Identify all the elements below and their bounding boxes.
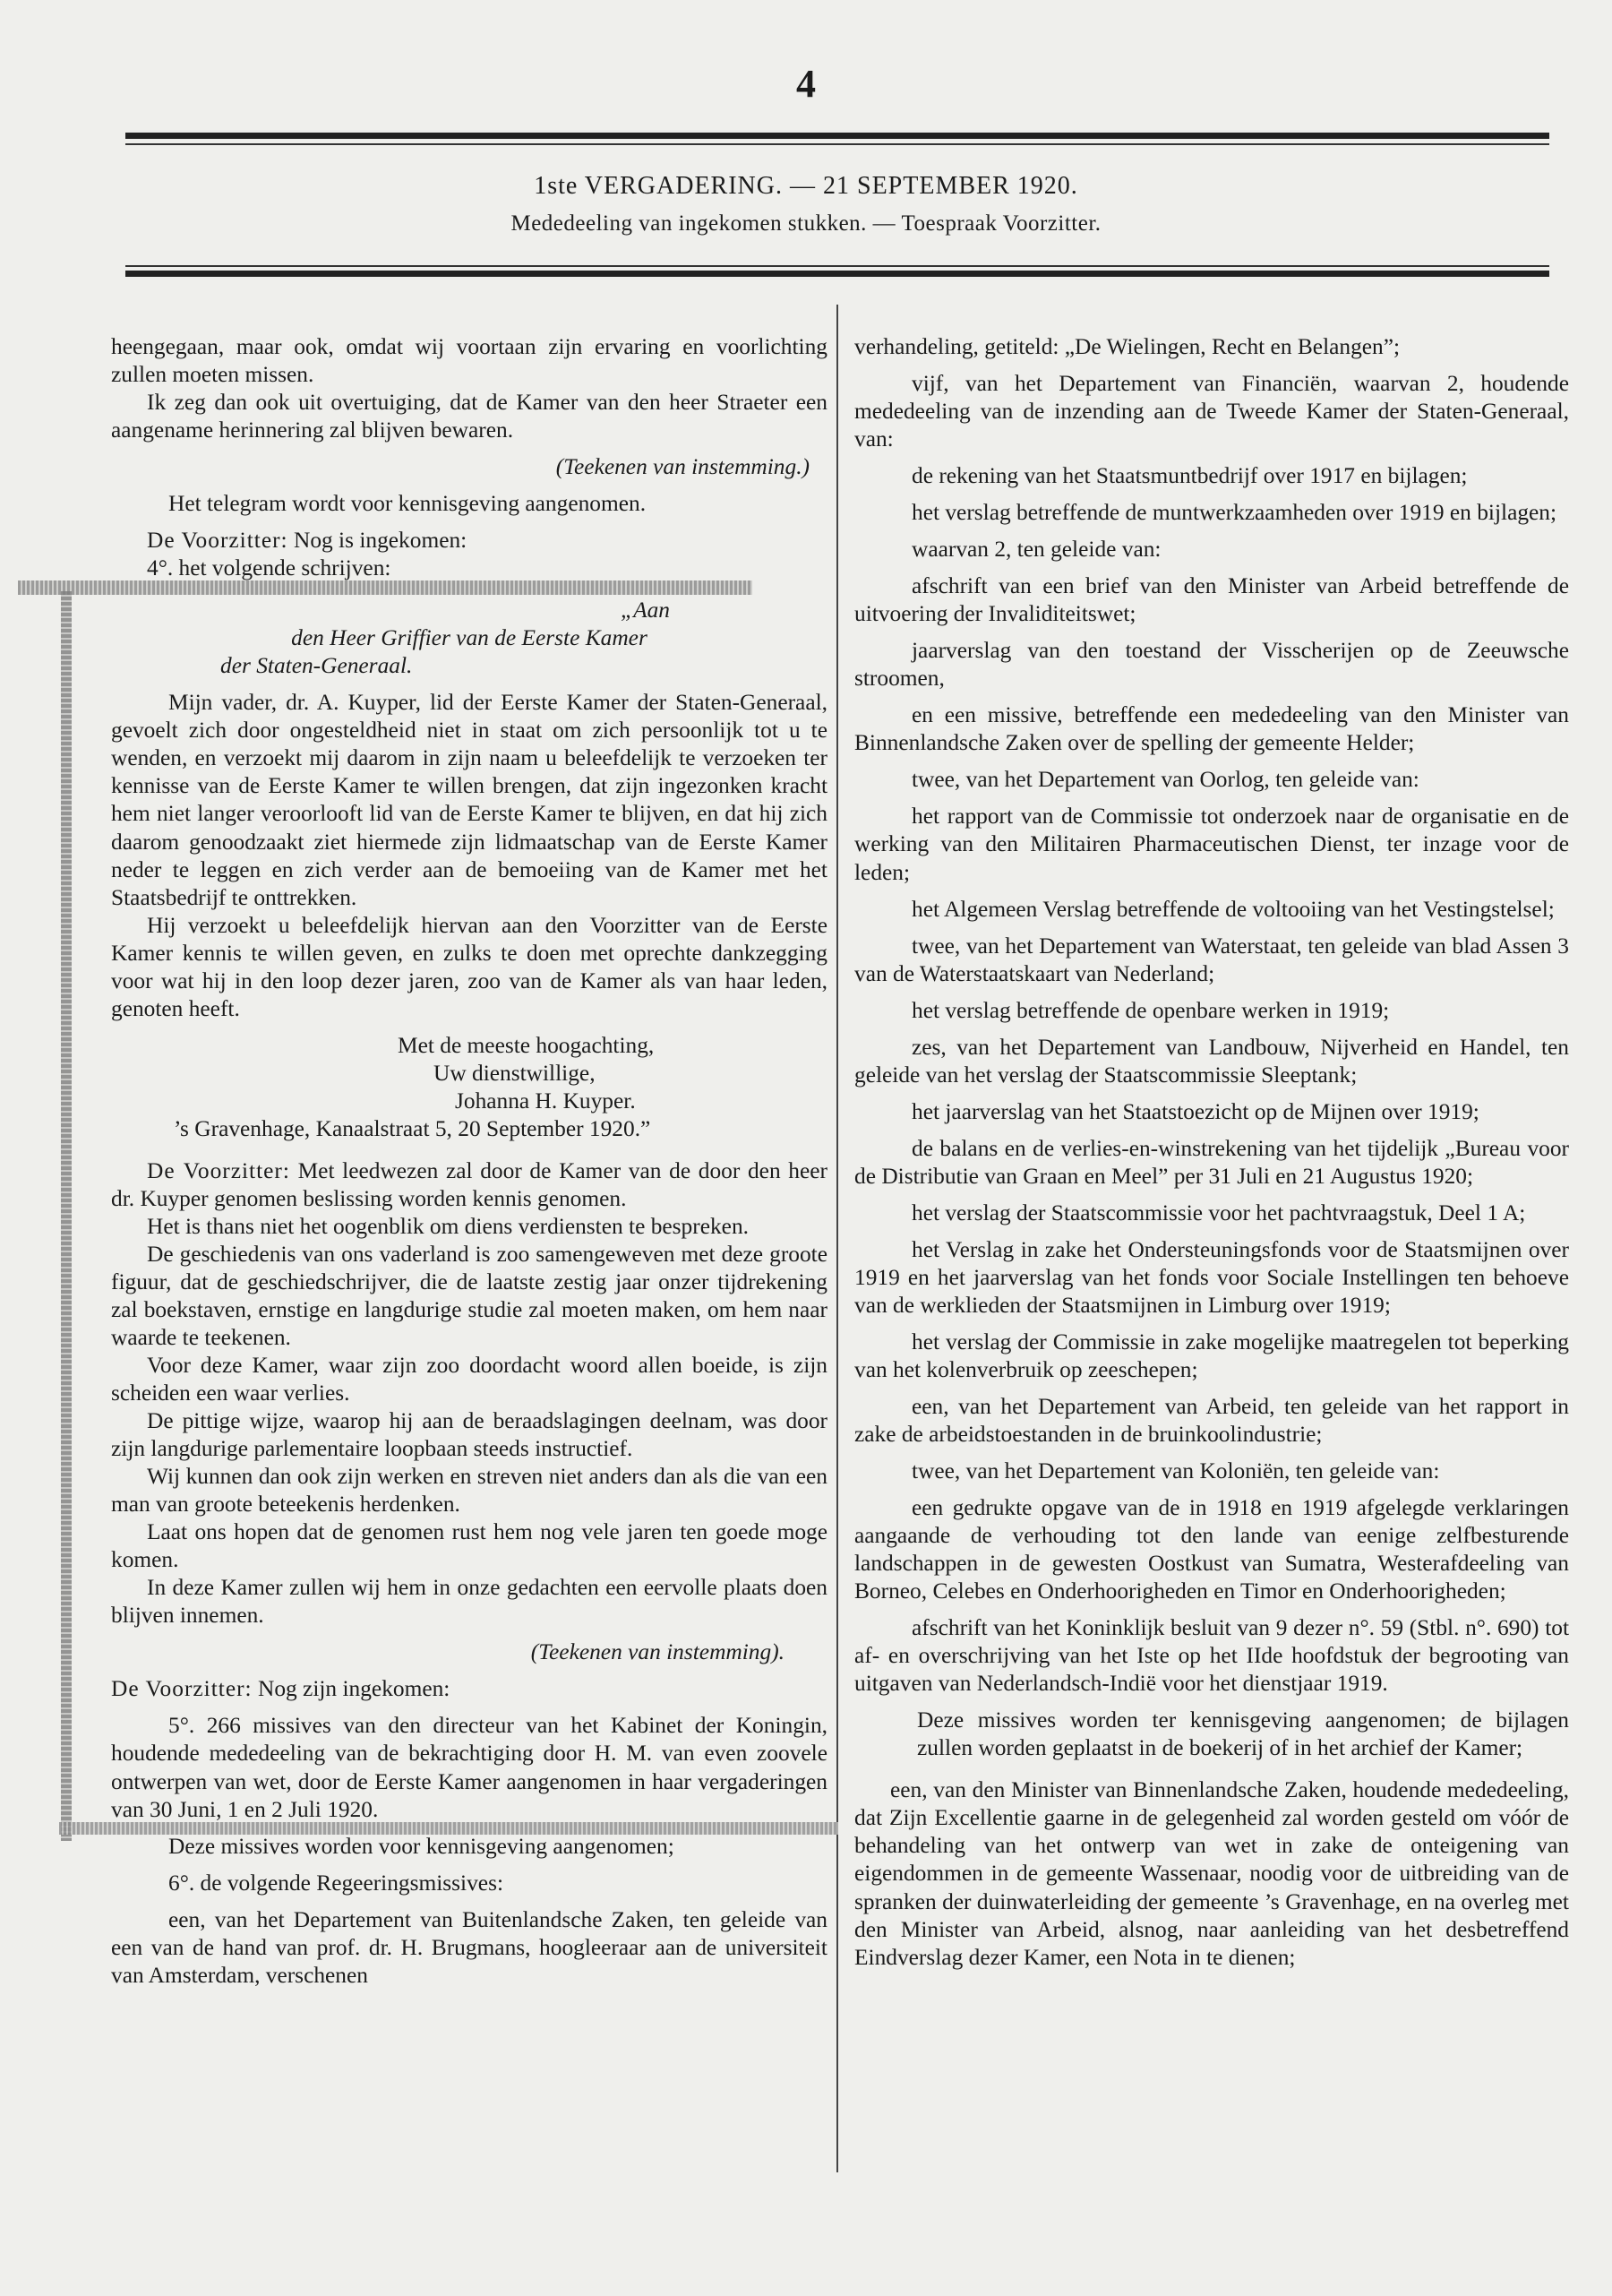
paragraph: de rekening van het Staatsmuntbedrijf over 1917 en bijlagen; [912,463,1468,489]
letter-place-date: ’s Gravenhage, Kanaalstraat 5, 20 September 1920.” [174,1115,651,1141]
column-divider [836,305,838,2172]
paragraph: twee, van het Departement van Oorlog, ten geleide van: [912,767,1419,793]
paragraph: Deze missives worden voor kennisgeving aangenomen; [168,1833,674,1859]
letter-address: „Aan [620,598,670,623]
letter-paragraph: Mijn vader, dr. A. Kuyper, lid der Eerste Kamer der Staten-Generaal, gevoelt zich door ongesteldheid niet in staat om zich persoonlijk tot u te wenden, en verzoekt mij daarom in zijn naam u beleefdelijk te verzoeken ter kennisse van de Eerste Kamer te willen brengen, dat zijn ingezonken kracht hem niet langer veroorlooft lid van de Eerste Kamer te blijven, en dat hij zich daarom genoodzaakt ziet hiermede zijn lidmaatschap van de Eerste Kamer neder te leggen en zich verder aan de bemoeiing van de Kamer met het Staatsbedrijf te onttrekken. [111,690,827,910]
left-column [111,333,827,1990]
stage-direction: (Teekenen van instemming.) [555,454,810,480]
paragraph: Ik zeg dan ook uit overtuiging, dat de Kamer van den heer Straeter een aangename herinnering zal blijven bewaren. [111,390,827,443]
letter-address: den Heer Griffier van de Eerste Kamer [291,625,647,651]
paragraph: een, van den Minister van Binnenlandsche Zaken, houdende mededeeling, dat Zijn Excellentie gaarne in de gelegenheid zal worden gesteld om vóór de behandeling van het ontwerp van wet in zake de onteigening van eigendommen in de gemeente Wassenaar, noodig voor de uitbreiding van de spranken der duinwaterleiding der gemeente ’s Gravenhage, en na overleg met den Minister van Arbeid, alsnog, naar aanleiding van het desbetreffend Eindverslag dezer Kamer, een Nota in te dienen; [854,1777,1569,1970]
speaker-name: De Voorzitter: [111,1676,253,1702]
paragraph: 6°. de volgende Regeeringsmissives: [168,1870,504,1896]
paragraph: vijf, van het Departement van Financiën, waarvan 2, houdende mededeeling van de inzending aan de Tweede Kamer der Staten-Generaal, van: [854,371,1569,452]
paragraph: 5°. 266 missives van den directeur van het Kabinet der Koningin, houdende mededeeling van de bekrachtiging door H. M. van even zoovele ontwerpen van wet, door de Eerste Kamer aangenomen in haar vergaderingen van 30 Juni, 1 en 2 Juli 1920. [111,1713,827,1822]
stage-direction: (Teekenen van instemming). [530,1639,785,1665]
paragraph: het jaarverslag van het Staatstoezicht op de Mijnen over 1919; [912,1098,1479,1124]
paragraph: Laat ons hopen dat de genomen rust hem nog vele jaren ten goede moge komen. [111,1519,827,1573]
paragraph: het verslag der Staatscommissie voor het pachtvraagstuk, Deel 1 A; [912,1200,1526,1225]
speaker-name: De Voorzitter: [147,1157,290,1183]
speaker-paragraph: De Voorzitter: Nog zijn ingekomen: [111,1676,450,1702]
page-number: 4 [796,62,816,106]
paragraph: Deze missives worden ter kennisgeving aangenomen; de bijlagen zullen worden geplaatst in de boekerij of in het archief der Kamer; [917,1707,1569,1761]
paragraph: twee, van het Departement van Koloniën, ten geleide van: [912,1458,1440,1484]
header-rule-top [125,133,1549,139]
paragraph: twee, van het Departement van Waterstaat, ten geleide van blad Assen 3 van de Waterstaatskaart van Nederland; [854,933,1569,986]
subject-heading: Mededeeling van ingekomen stukken. — Toespraak Voorzitter. [510,211,1102,236]
letter-closing: Uw dienstwillige, [433,1060,596,1086]
paragraph: het Verslag in zake het Ondersteuningsfonds voor de Staatsmijnen over 1919 en het jaarverslag van het fonds voor Sociale Instellingen ten behoeve van de werklieden der Staatsmijnen in Limburg over 1919; [854,1236,1569,1318]
paragraph: afschrift van een brief van den Minister van Arbeid betreffende de uitvoering der Invaliditeitswet; [854,573,1569,627]
speaker-name: De Voorzitter: [147,528,288,554]
header-rule-top-thin [125,143,1549,145]
paragraph: het Algemeen Verslag betreffende de voltooiing van het Vestingstelsel; [912,896,1555,922]
letter-signature: Johanna H. Kuyper. [455,1088,636,1114]
session-heading: 1ste VERGADERING. — 21 SEPTEMBER 1920. [534,172,1078,200]
paragraph: De geschiedenis van ons vaderland is zoo samengeweven met deze groote figuur, dat de geschiedschrijver, die de laatste zestig jaar onzer tijdrekening zal boekstaven, ernstige en langdurige studie zal moeten maken, om hem naar waarde te teekenen. [111,1241,827,1351]
paragraph: In deze Kamer zullen wij hem in onze gedachten een eervolle plaats doen blijven innemen. [111,1575,827,1629]
paragraph: en een missive, betreffende een mededeeling van den Minister van Binnenlandsche Zaken over de spelling der gemeente Helder; [854,702,1569,756]
header-rule-bottom [125,271,1549,277]
paragraph: 4°. het volgende schrijven: [147,555,391,581]
letter-closing: Met de meeste hoogachting, [398,1032,655,1058]
speaker-paragraph: De Voorzitter: Met leedwezen zal door de Kamer van de door den heer dr. Kuyper genomen beslissing worden kennis genomen. [111,1157,827,1211]
paragraph: De pittige wijze, waarop hij aan de beraadslagingen deelnam, was door zijn langdurige parlementaire loopbaan steeds instructief. [111,1408,827,1462]
paragraph: heengegaan, maar ook, omdat wij voortaan zijn ervaring en voorlichting zullen moeten missen. [111,334,827,388]
paragraph: een, van het Departement van Arbeid, ten geleide van het rapport in zake de arbeidstoestanden in de bruinkoolindustrie; [854,1394,1569,1448]
paragraph: Wij kunnen dan ook zijn werken en streven niet anders dan als die van een man van groote beteekenis herdenken. [111,1464,827,1518]
paragraph: de balans en de verlies-en-winstrekening van het tijdelijk „Bureau voor de Distributie van Graan en Meel” per 31 Juli en 21 Augustus 1920; [854,1135,1569,1189]
paragraph: een, van het Departement van Buitenlandsche Zaken, ten geleide van een van de hand van prof. dr. H. Brugmans, hoogleeraar aan de universiteit van Amsterdam, verschenen [111,1906,827,1988]
pencil-bracket-left [61,591,72,1841]
speaker-paragraph: De Voorzitter: Nog is ingekomen: [147,528,467,554]
paragraph: het verslag der Commissie in zake mogelijke maatregelen tot beperking van het kolenverbruik op zeeschepen; [854,1329,1569,1382]
letter-paragraph: Hij verzoekt u beleefdelijk hiervan aan den Voorzitter van de Eerste Kamer kennis te willen geven, en zulks te doen met oprechte dankzegging voor wat hij in den loop dezer jaren, zoo van de Kamer als van haar leden, genoten heeft. [111,912,827,1021]
paragraph: het verslag betreffende de openbare werken in 1919; [912,997,1390,1023]
paragraph: het verslag betreffende de muntwerkzaamheden over 1919 en bijlagen; [912,500,1557,526]
header-rule-bottom-thin [125,265,1549,267]
letter-address: der Staten-Generaal. [220,653,413,679]
paragraph: Het is thans niet het oogenblik om diens verdiensten te bespreken. [147,1213,749,1239]
paragraph: jaarverslag van den toestand der Visscherijen op de Zeeuwsche stroomen, [854,638,1569,692]
paragraph: waarvan 2, ten geleide van: [912,537,1162,563]
paragraph: Het telegram wordt voor kennisgeving aangenomen. [168,491,647,517]
paragraph: het rapport van de Commissie tot onderzoek naar de organisatie en de werking van den Militairen Pharmaceutischen Dienst, ter inzage voor de leden; [854,804,1569,885]
paragraph: Voor deze Kamer, waar zijn zoo doordacht woord allen boeide, is zijn scheiden een waar verlies. [111,1353,827,1406]
paragraph: verhandeling, getiteld: „De Wielingen, Recht en Belangen”; [854,334,1401,359]
paragraph: zes, van het Departement van Landbouw, Nijverheid en Handel, ten geleide van het verslag der Staatscommissie Sleeptank; [854,1034,1569,1088]
paragraph: afschrift van het Koninklijk besluit van 9 dezer n°. 59 (Stbl. n°. 690) tot af- en overschrijving van het Iste op het IIde hoofdstuk der begrooting van uitgaven van Nederlandsch-Indië voor het dienstjaar 1919. [854,1615,1569,1697]
paragraph: een gedrukte opgave van de in 1918 en 1919 afgelegde verklaringen aangaande de verhouding tot den lande van eenige zelfbesturende landschappen in de gewesten Oostkust van Sumatra, Westerafdeeling van Borneo, Celebes en Onderhoorigheden en Timor en Onderhoorigheden; [854,1495,1569,1604]
right-column [854,333,1569,1972]
